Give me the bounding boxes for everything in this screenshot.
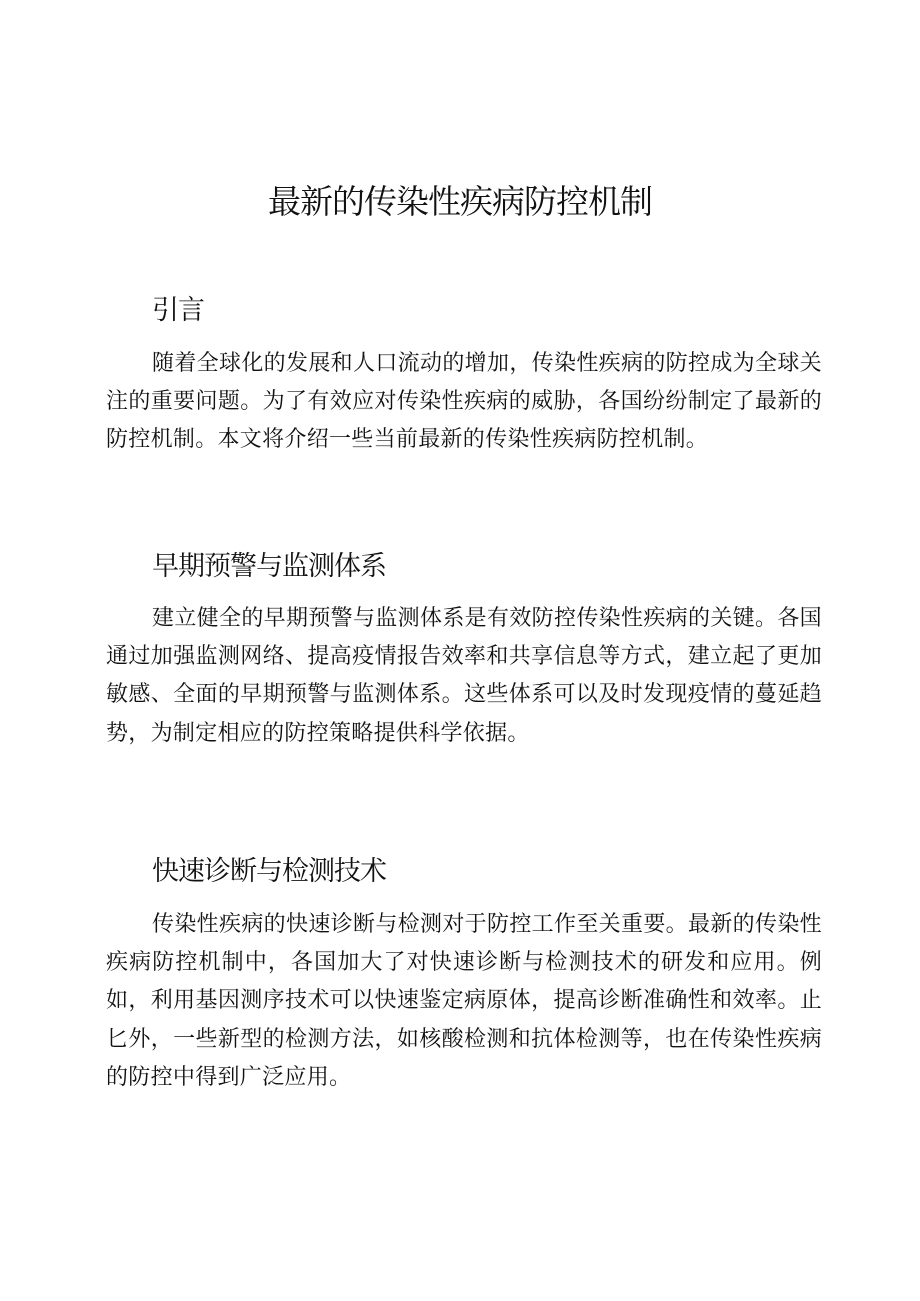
section-body-intro: 随着全球化的发展和人口流动的增加，传染性疾病的防控成为全球关注的重要问题。为了有效应对传染性疾病的威胁，各国纷纷制定了最新的防控机制。本文将介绍一些当前最新的传染性疾病防控机制。: [106, 351, 822, 453]
section-heading-rapid-diagnosis: 快速诊断与检测技术: [152, 856, 386, 887]
section-body-rapid-diagnosis: 传染性疾病的快速诊断与检测对于防控工作至关重要。最新的传染性疾病防控机制中，各国加大了对快速诊断与检测技术的研发和应用。例如，利用基因测序技术可以快速鉴定病原体，提高诊断准确性和效率。止匕外，一些新型的检测方法，如核酸检测和抗体检测等，也在传染性疾病的防控中得到广泛应用。: [106, 912, 822, 1090]
document-title: 最新的传染性疾病防控机制: [268, 182, 652, 221]
section-heading-intro: 引言: [152, 295, 204, 326]
section-heading-early-warning: 早期预警与监测体系: [152, 551, 386, 582]
section-body-early-warning: 建立健全的早期预警与监测体系是有效防控传染性疾病的关键。各国通过加强监测网络、提高疫情报告效率和共享信息等方式，建立起了更加敏感、全面的早期预警与监测体系。这些体系可以及时发现疫情的蔓延趋势，为制定相应的防控策略提供科学依据。: [106, 606, 822, 746]
